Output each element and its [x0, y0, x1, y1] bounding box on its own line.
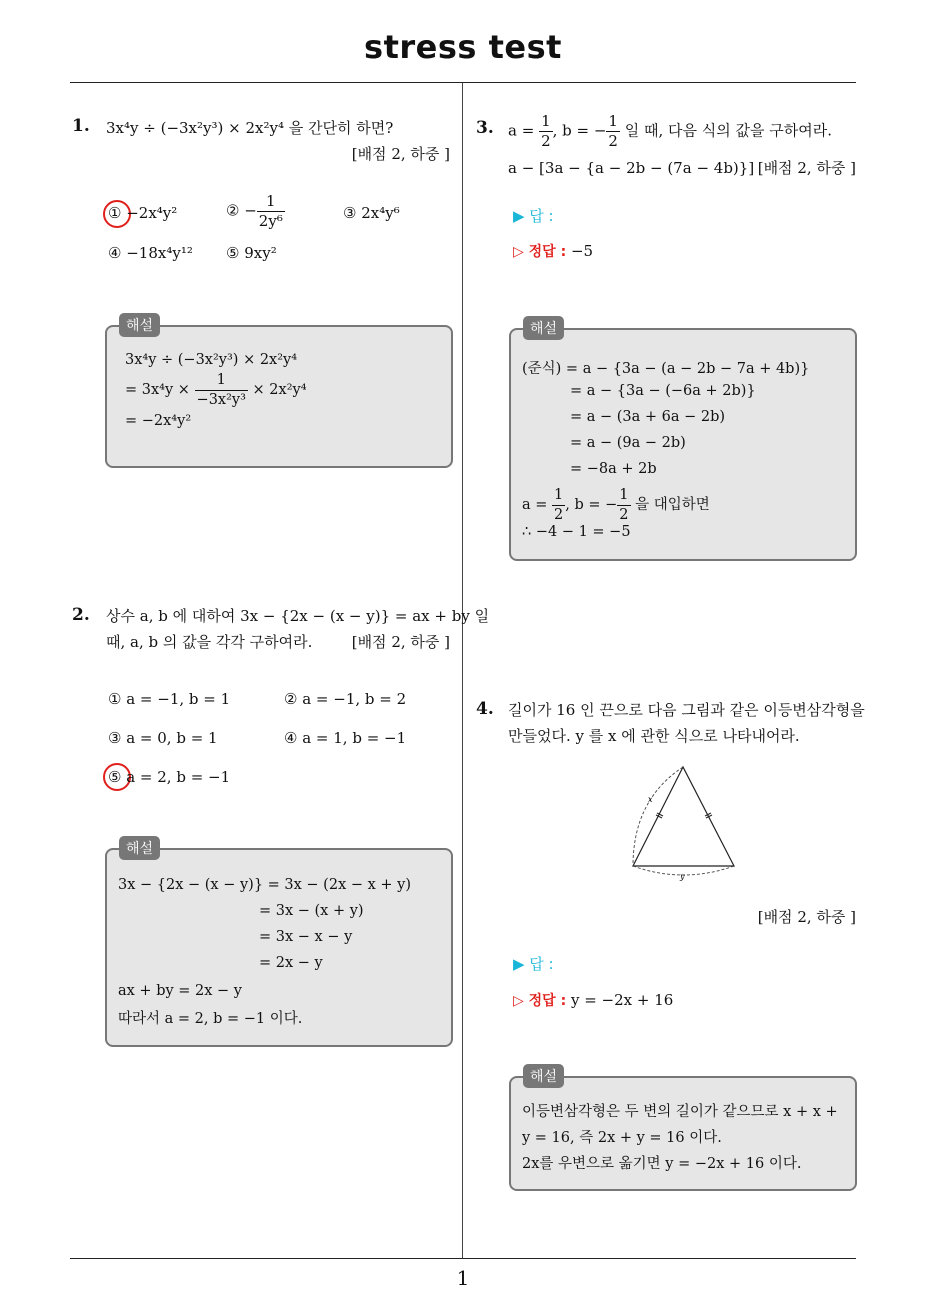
q2-choice-4[interactable]: ④ a = 1, b = −1 — [284, 729, 407, 747]
q4-answer-label[interactable]: ▶ 답 : — [513, 955, 554, 973]
isosceles-triangle-figure — [620, 760, 746, 886]
q4-explanation-label: 해설 — [523, 1064, 564, 1088]
question-3-text: a = $\frac{1}{2}$ , b = − $\frac{1}{2}$ 일 때, 다음 식의 값을 구하여라. — [508, 112, 833, 150]
question-4-number: 4. — [476, 699, 494, 719]
q2-exp-line-4: = 2x − y — [259, 955, 323, 971]
q2-explanation-label: 해설 — [119, 836, 160, 860]
question-1-meta: [배점 2, 하중 ] — [351, 145, 450, 163]
q4-correct-answer: ▷ 정답 : y = −2x + 16 — [513, 991, 674, 1009]
q3-exp-line-7: ∴ −4 − 1 = −5 — [522, 524, 631, 540]
q1-exp-line-3: = −2x⁴y² — [125, 413, 192, 429]
q4-exp-line-2: y = 16, 즉 2x + y = 16 이다. — [522, 1130, 722, 1146]
q2-choice-5[interactable]: ⑤ a = 2, b = −1 — [108, 768, 231, 786]
q1-exp-line-1: 3x⁴y ÷ (−3x²y³) × 2x²y⁴ — [125, 352, 298, 368]
q1-choice-1[interactable]: ① −2x⁴y² — [108, 204, 178, 222]
question-1-text: 3x⁴y ÷ (−3x²y³) × 2x²y⁴ 을 간단히 하면? — [106, 119, 394, 137]
page-title: stress test — [364, 28, 562, 66]
q2-choice-2[interactable]: ② a = −1, b = 2 — [284, 690, 407, 708]
q2-exp-line-2: = 3x − (x + y) — [259, 903, 364, 919]
q4-exp-line-3: 2x를 우변으로 옮기면 y = −2x + 16 이다. — [522, 1156, 802, 1172]
question-2-number: 2. — [72, 605, 90, 625]
question-4-text-line-1: 길이가 16 인 끈으로 다음 그림과 같은 이등변삼각형을 — [508, 701, 865, 719]
q3-exp-line-1: (준식) = a − {3a − (a − 2b − 7a + 4b)} — [522, 361, 810, 377]
q1-explanation-label: 해설 — [119, 313, 160, 337]
q2-exp-line-5: ax + by = 2x − y — [118, 983, 242, 999]
question-3-expression: a − [3a − {a − 2b − (7a − 4b)}] — [508, 159, 755, 177]
q1-choice-2-label: ② − — [226, 201, 257, 220]
question-3-number: 3. — [476, 118, 494, 138]
q1-choice-4[interactable]: ④ −18x⁴y¹² — [108, 244, 193, 262]
q1-choice-3[interactable]: ③ 2x⁴y⁶ — [343, 204, 400, 222]
q3-exp-line-6: a = $\frac{1}{2}$ , b = − $\frac{1}{2}$ 을 대입하면 — [522, 487, 710, 523]
q2-choice-3[interactable]: ③ a = 0, b = 1 — [108, 729, 218, 747]
figure-label-y: y — [680, 872, 685, 881]
question-1-number: 1. — [72, 116, 90, 136]
q2-exp-line-3: = 3x − x − y — [259, 929, 353, 945]
q3-exp-line-3: = a − (3a + 6a − 2b) — [570, 409, 726, 425]
q2-exp-line-1: 3x − {2x − (x − y)} = 3x − (2x − x + y) — [118, 877, 412, 893]
q3-exp-line-4: = a − (9a − 2b) — [570, 435, 686, 451]
question-4-meta: [배점 2, 하중 ] — [757, 908, 856, 926]
q3-correct-answer: ▷ 정답 : −5 — [513, 242, 594, 260]
q2-choice-1[interactable]: ① a = −1, b = 1 — [108, 690, 231, 708]
q3-exp-line-2: = a − {3a − (−6a + 2b)} — [570, 383, 756, 399]
q1-choice-2[interactable] — [226, 194, 285, 229]
page-number: 1 — [456, 1266, 470, 1290]
q3-answer-label[interactable]: ▶ 답 : — [513, 207, 554, 225]
figure-label-x: x — [648, 795, 653, 804]
q3-exp-line-5: = −8a + 2b — [570, 461, 657, 477]
question-2-meta: [배점 2, 하중 ] — [351, 633, 450, 651]
column-divider — [462, 83, 463, 1259]
question-3-meta: [배점 2, 하중 ] — [757, 159, 856, 177]
q2-exp-line-6: 따라서 a = 2, b = −1 이다. — [118, 1011, 303, 1027]
question-2-text-line-1: 상수 a, b 에 대하여 3x − {2x − (x − y)} = ax + by 일 — [106, 607, 490, 625]
top-rule — [70, 82, 856, 83]
bottom-rule — [70, 1258, 856, 1259]
q1-exp-line-2: = 3x⁴y × $\frac{1}{\text{−3x²y³}}$ × 2x²y⁴ — [125, 372, 307, 408]
question-2-text-line-2: 때, a, b 의 값을 각각 구하여라. — [106, 633, 313, 651]
q1-choice-2-fraction: $\frac{1}{\text{2y⁶}}$ — [258, 192, 283, 230]
q4-exp-line-1: 이등변삼각형은 두 변의 길이가 같으므로 x + x + — [522, 1104, 838, 1120]
question-4-text-line-2: 만들었다. y 를 x 에 관한 식으로 나타내어라. — [508, 727, 800, 745]
q3-explanation-label: 해설 — [523, 316, 564, 340]
q1-choice-5[interactable]: ⑤ 9xy² — [226, 244, 277, 262]
